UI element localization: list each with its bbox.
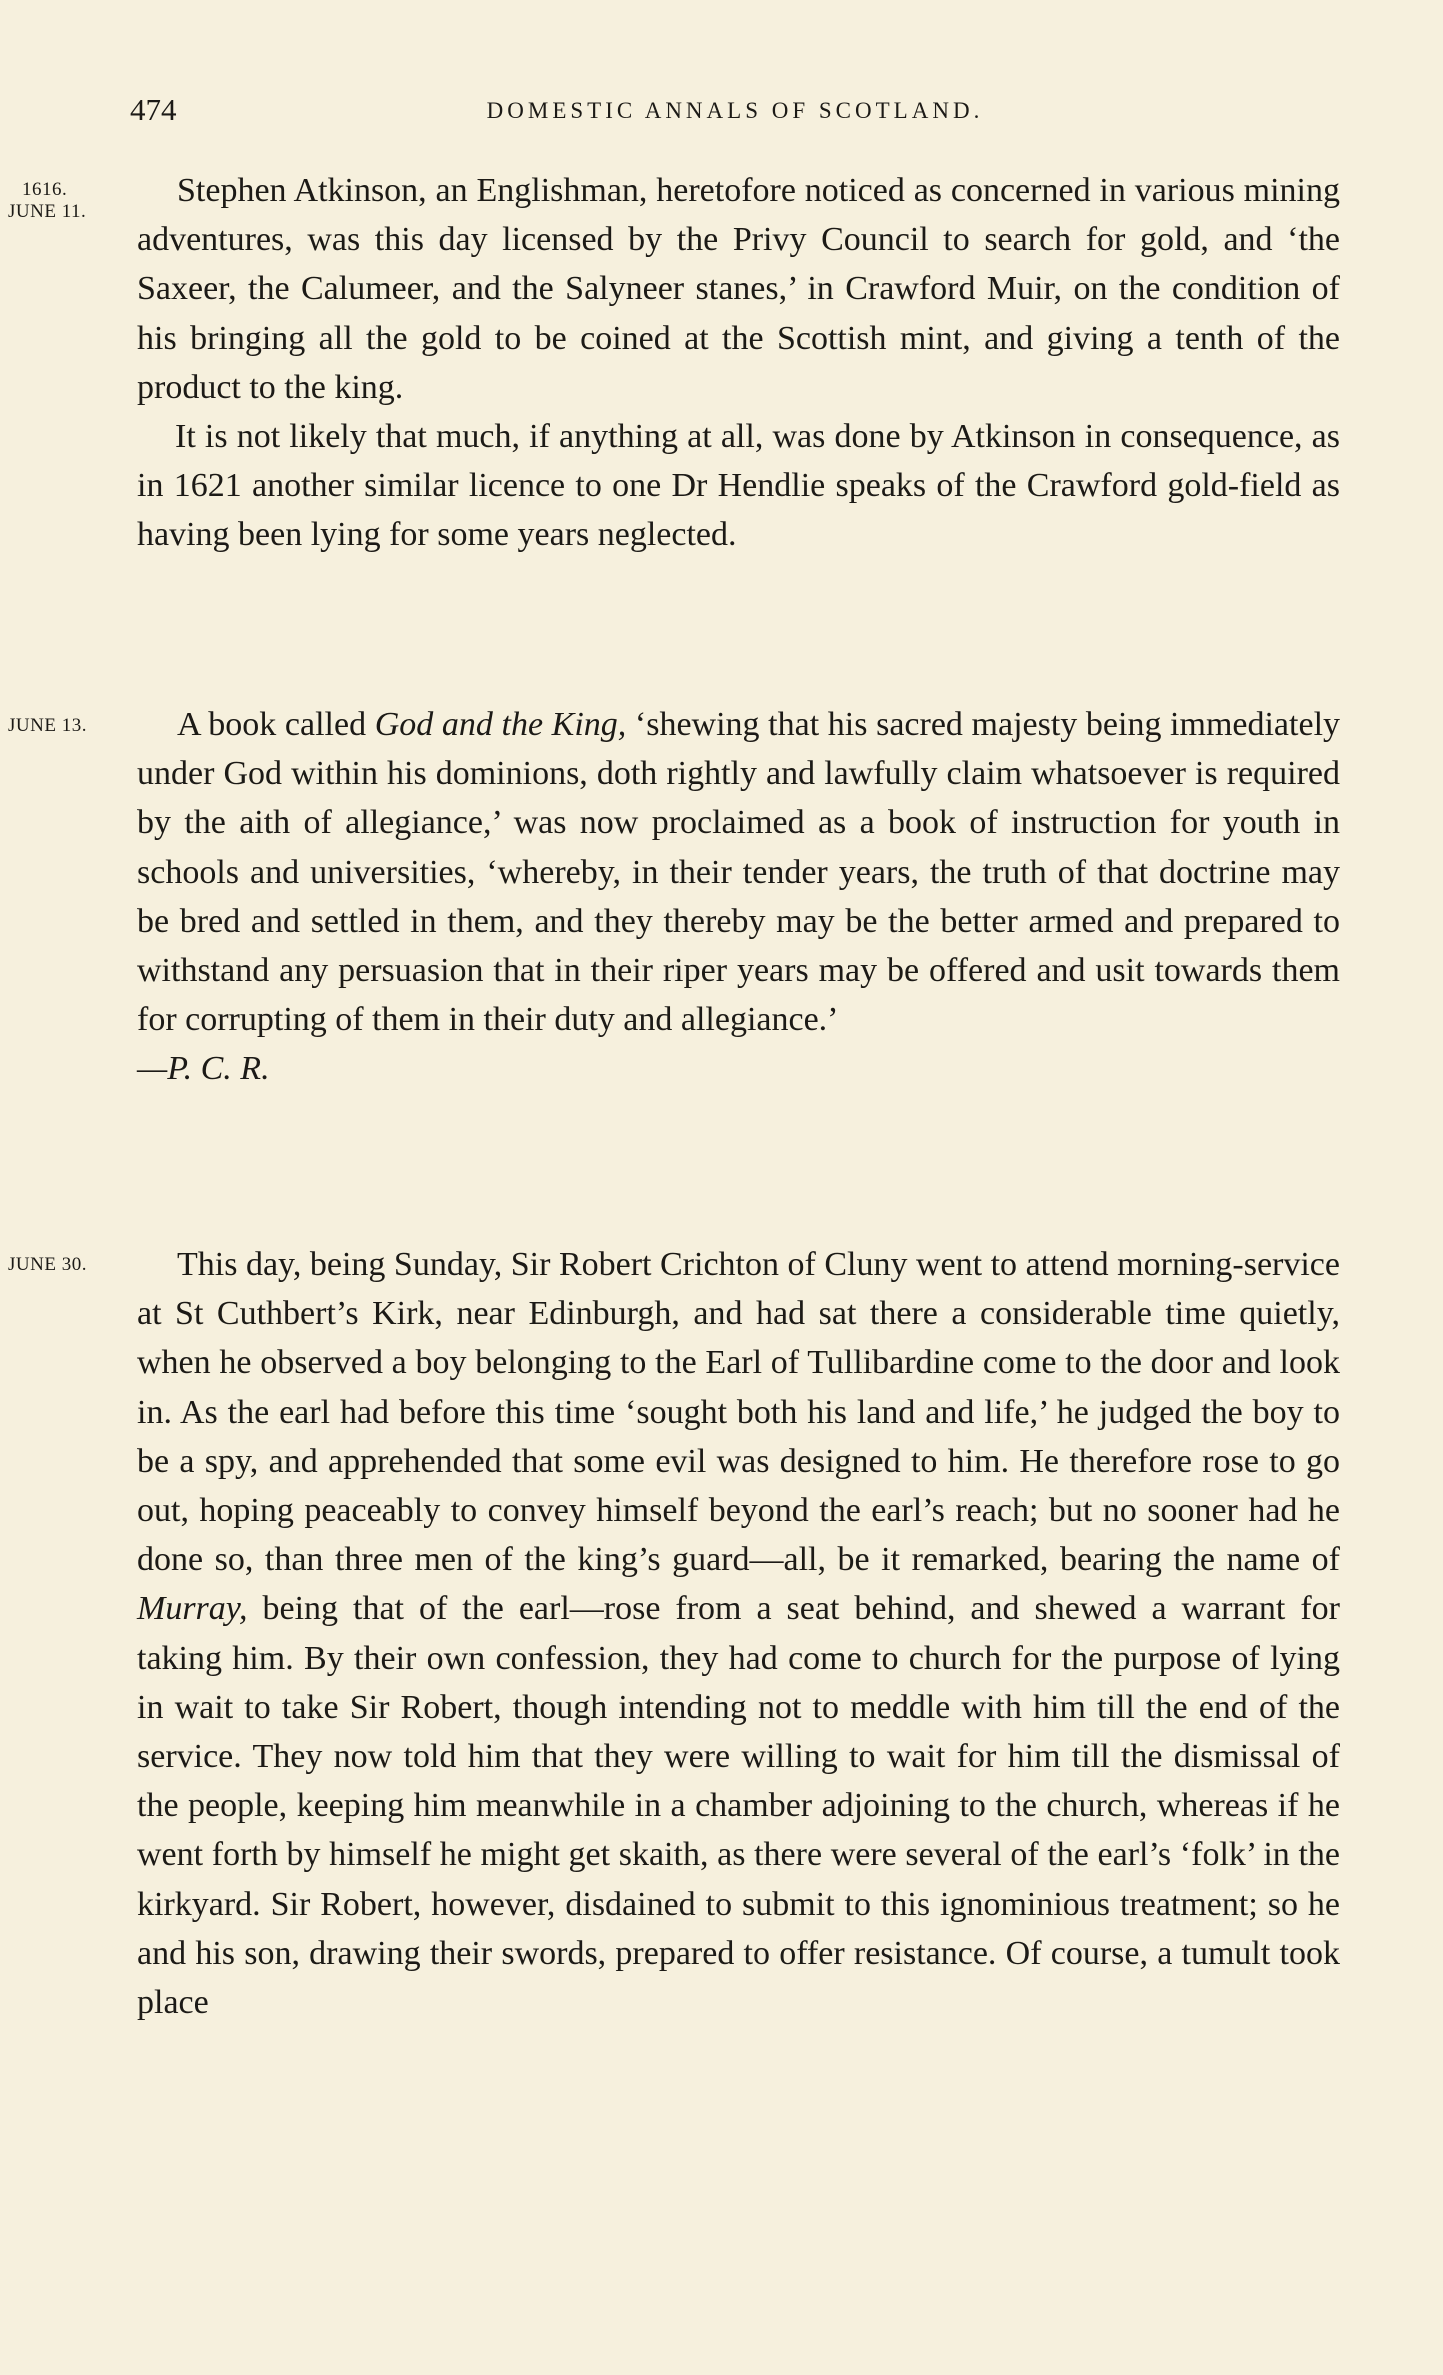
margin-date-june-13: JUNE 13. [8,715,87,736]
entry-june-30 [137,1240,1340,2027]
paragraph-text: being that of the earl—rose from a seat behind, and shewed a warrant for taking him. By their own confession, they had come to church for the purpose of lying in wait to take Sir Robert, though intending not to meddle with him till the end of the service. They now told him that they were willing to wait for him till the dismissal of the people, keeping him meanwhile in a chamber adjoining to the church, whereas if he went forth by himself he might get skaith, as there were several of the earl’s ‘folk’ in the kirkyard. Sir Robert, however, disdained to submit to this ignominious treatment; so he and his son, drawing their swords, prepared to offer resistance. Of course, a tumult took place [137,1590,1340,2022]
page-number: 474 [130,92,177,127]
paragraph-text: A book called [177,706,375,743]
paragraph: It is not likely that much, if anything at all, was done by Atkinson in consequence, as in 1621 another similar licence to one Dr Hendlie speaks of the Crawford gold-field as having been lying for some years neglected. [137,418,1340,554]
paragraph: Stephen Atkinson, an Englishman, heretofore noticed as concerned in various mining adventures, was this day licensed by the Privy Council to search for gold, and ‘the Saxeer, the Calumeer, and the Salyneer stanes,’ in Crawford Muir, on the condition of his bringing all the gold to be coined at the Scottish mint, and giving a tenth of the product to the king. [137,172,1340,406]
entry-june-11 [137,166,1340,560]
entry-june-13 [137,700,1340,1094]
book-title: God and the King, [374,706,627,743]
paragraph-text: ‘shewing that his sacred majesty being immediately under God within his dominions, doth rightly and lawfully claim whatsoever is required by the aith of allegiance,’ was now proclaimed as a book of instruction for youth in schools and universities, ‘whereby, in their tender years, the truth of that doctrine may be bred and settled in them, and they thereby may be the better armed and prepared to withstand any persuasion that in their riper years may be offered and usit towards them for corrupting of them in their duty and allegiance.’ [137,706,1341,1039]
margin-date: JUNE 11. [8,201,87,222]
margin-year: 1616. [22,179,68,200]
citation: —P. C. R. [137,1050,270,1088]
page-header [130,92,1340,132]
margin-date-june-30: JUNE 30. [8,1254,87,1275]
running-title: DOMESTIC ANNALS OF SCOTLAND. [486,98,984,123]
paragraph [137,1240,1340,2027]
paragraph-text: This day, being Sunday, Sir Robert Crichton of Cluny went to attend morning-service at St Cuthbert’s Kirk, near Edinburgh, and had sat there a considerable time quietly, when he observed a boy belonging to the Earl of Tullibardine come to the door and look in. As the earl had before this time ‘sought both his land and life,’ he judged the boy to be a spy, and apprehended that some evil was designed to him. He therefore rose to go out, hoping peaceably to convey himself beyond the earl’s reach; but no sooner had he done so, than three men of the king’s guard—all, be it remarked, bearing the name of [137,1246,1340,1579]
surname-italic: Murray, [137,1590,248,1628]
paragraph [137,700,1340,1044]
